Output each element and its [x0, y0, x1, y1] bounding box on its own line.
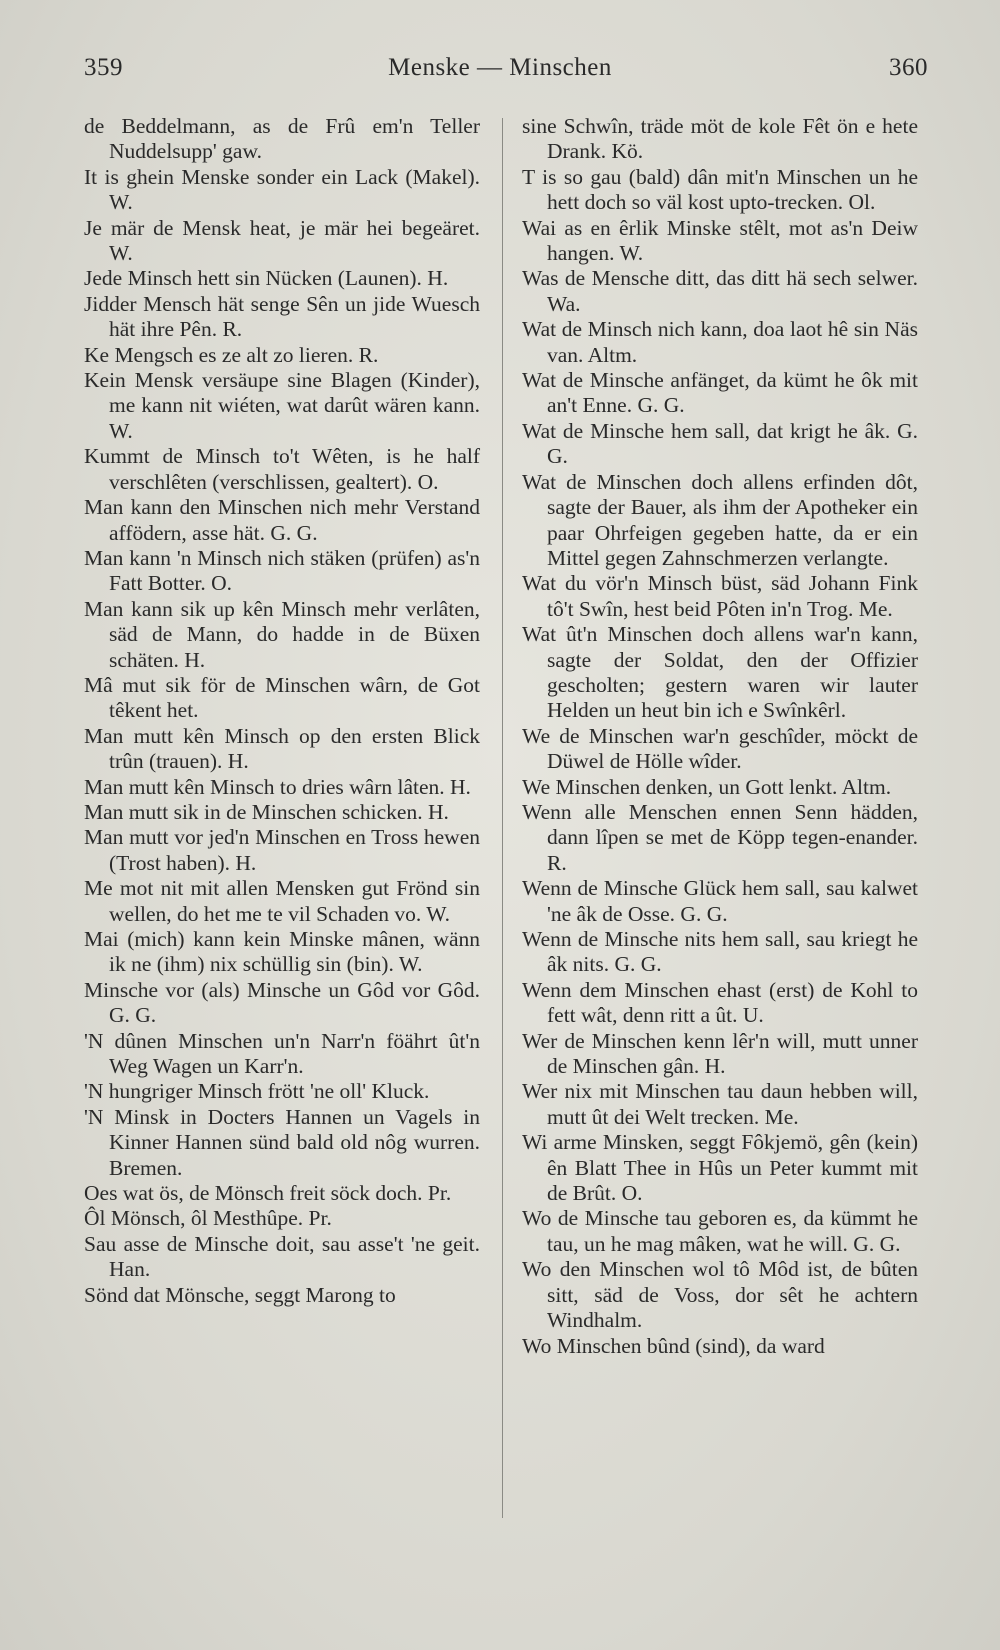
proverb-entry: Jidder Mensch hät senge Sên un jide Wuesch hät ihre Pên. R. — [84, 291, 480, 342]
proverb-entry: Wat de Minschen doch allens erfinden dôt, sagte der Bauer, als ihm der Apotheker ein paar Ohrfeigen gegeben hatte, da er ein Mittel gegen Zahnschmerzen verlangte. — [522, 469, 918, 570]
proverb-entry: Wat de Minsche anfänget, da kümt he ôk mit an't Enne. G. G. — [522, 368, 918, 418]
proverb-entry: Man kann 'n Minsch nich stäken (prüfen) as'n Fatt Botter. O. — [84, 545, 480, 596]
running-title: Menske — Minschen — [388, 54, 612, 81]
left-column — [84, 114, 480, 1308]
proverb-entry: Wo Minschen bûnd (sind), da ward — [522, 1333, 825, 1358]
proverb-entry: Kummt de Minsch to't Wêten, is he half verschlêten (verschlissen, gealtert). O. — [84, 444, 480, 494]
proverb-entry: Wat ût'n Minschen doch allens war'n kann, sagte der Soldat, den der Offizier gescholten; gestern waren wir lauter Helden un heut bin ich e Swînkêrl. — [522, 622, 918, 723]
right-column — [522, 114, 918, 1359]
proverb-entry: Mai (mich) kann kein Minske mânen, wänn ik ne (ihm) nix schüllig sin (bin). W. — [84, 927, 480, 977]
proverb-entry: Man kann sik up kên Minsch mehr verlâten, säd de Mann, do hadde in de Büxen schäten. H. — [84, 596, 480, 672]
page-number-right: 360 — [889, 54, 928, 81]
proverb-entry: Ke Mengsch es ze alt zo lieren. R. — [84, 342, 379, 367]
proverb-entry: Wo den Minschen wol tô Môd ist, de bûten sitt, säd de Voss, dor sêt he achtern Windhalm. — [522, 1257, 918, 1333]
proverb-entry: Man mutt vor jed'n Minschen en Tross hewen (Trost haben). H. — [84, 825, 480, 875]
proverb-entry: T is so gau (bald) dân mit'n Minschen un he hett doch so väl kost upto-trecken. Ol. — [522, 164, 918, 215]
proverb-entry: Man mutt sik in de Minschen schicken. H. — [84, 799, 449, 824]
proverb-entry: 'N hungriger Minsch frött 'ne oll' Kluck. — [84, 1079, 430, 1104]
proverb-entry: Minsche vor (als) Minsche un Gôd vor Gôd. G. G. — [84, 977, 480, 1028]
proverb-entry: sine Schwîn, träde möt de kole Fêt ön e hete Drank. Kö. — [522, 114, 918, 164]
proverb-entry: Man mutt kên Minsch to dries wârn lâten. H. — [84, 774, 471, 799]
proverb-entry: Ôl Mönsch, ôl Mesthûpe. Pr. — [84, 1206, 332, 1231]
proverb-entry: Me mot nit mit allen Mensken gut Frönd sin wellen, do het me te vil Schaden vo. W. — [84, 876, 480, 926]
proverb-entry: Wai as en êrlik Minske stêlt, mot as'n Deiw hangen. W. — [522, 215, 918, 266]
proverb-entry: Wat du vör'n Minsch büst, säd Johann Fink tô't Swîn, hest beid Pôten in'n Trog. Me. — [522, 571, 918, 621]
proverb-entry: Wer de Minschen kenn lêr'n will, mutt unner de Minschen gân. H. — [522, 1028, 918, 1079]
proverb-entry: Wo de Minsche tau geboren es, da kümmt he tau, un he mag mâken, wat he will. G. G. — [522, 1206, 918, 1256]
column-divider — [502, 118, 503, 1518]
proverb-entry: Wenn de Minsche nits hem sall, sau kriegt he âk nits. G. G. — [522, 927, 918, 977]
proverb-entry: Wenn de Minsche Glück hem sall, sau kalwet 'ne âk de Osse. G. G. — [522, 876, 918, 926]
proverb-entry: It is ghein Menske sonder ein Lack (Makel). W. — [84, 164, 480, 215]
proverb-entry: Sönd dat Mönsche, seggt Marong to — [84, 1282, 396, 1307]
proverb-entry: Wer nix mit Minschen tau daun hebben will, mutt ût dei Welt trecken. Me. — [522, 1079, 918, 1129]
proverb-entry: Wenn alle Menschen ennen Senn hädden, dann lîpen se met de Köpp tegen-enander. R. — [522, 799, 918, 875]
proverb-entry: Wat de Minsche hem sall, dat krigt he âk. G. G. — [522, 418, 918, 469]
proverb-entry: Jede Minsch hett sin Nücken (Launen). H. — [84, 266, 449, 291]
proverb-entry: Man mutt kên Minsch op den ersten Blick trûn (trauen). H. — [84, 723, 480, 774]
proverb-entry: 'N Minsk in Docters Hannen un Vagels in Kinner Hannen sünd bald old nôg wurren. Bremen. — [84, 1104, 480, 1180]
proverb-entry: Was de Mensche ditt, das ditt hä sech selwer. Wa. — [522, 266, 918, 316]
proverb-entry: Sau asse de Minsche doit, sau asse't 'ne geit. Han. — [84, 1231, 480, 1282]
proverb-entry: Kein Mensk versäupe sine Blagen (Kinder), me kann nit wiéten, wat darût wären kann. W. — [84, 368, 480, 443]
proverb-entry: Wenn dem Minschen ehast (erst) de Kohl to fett wât, denn ritt a ût. U. — [522, 977, 918, 1028]
proverb-entry: Mâ mut sik för de Minschen wârn, de Got têkent het. — [84, 672, 480, 723]
proverb-entry: We Minschen denken, un Gott lenkt. Altm. — [522, 774, 892, 799]
proverb-entry: Je mär de Mensk heat, je mär hei begeäret. W. — [84, 215, 480, 266]
proverb-entry: Man kann den Minschen nich mehr Verstand affödern, asse hät. G. G. — [84, 495, 480, 545]
proverb-entry: We de Minschen war'n geschîder, möckt de Düwel de Hölle wîder. — [522, 723, 918, 774]
page-number-left: 359 — [84, 54, 123, 81]
proverb-entry: Wi arme Minsken, seggt Fôkjemö, gên (kein) ên Blatt Thee in Hûs un Peter kummt mit de Brût. O. — [522, 1130, 918, 1206]
proverb-entry: 'N dûnen Minschen un'n Narr'n föährt ût'n Weg Wagen un Karr'n. — [84, 1028, 480, 1079]
proverb-entry: Wat de Minsch nich kann, doa laot hê sin Näs van. Altm. — [522, 317, 918, 367]
proverb-entry: Oes wat ös, de Mönsch freit söck doch. Pr. — [84, 1181, 452, 1206]
proverb-entry: de Beddelmann, as de Frû em'n Teller Nuddelsupp' gaw. — [84, 114, 480, 164]
